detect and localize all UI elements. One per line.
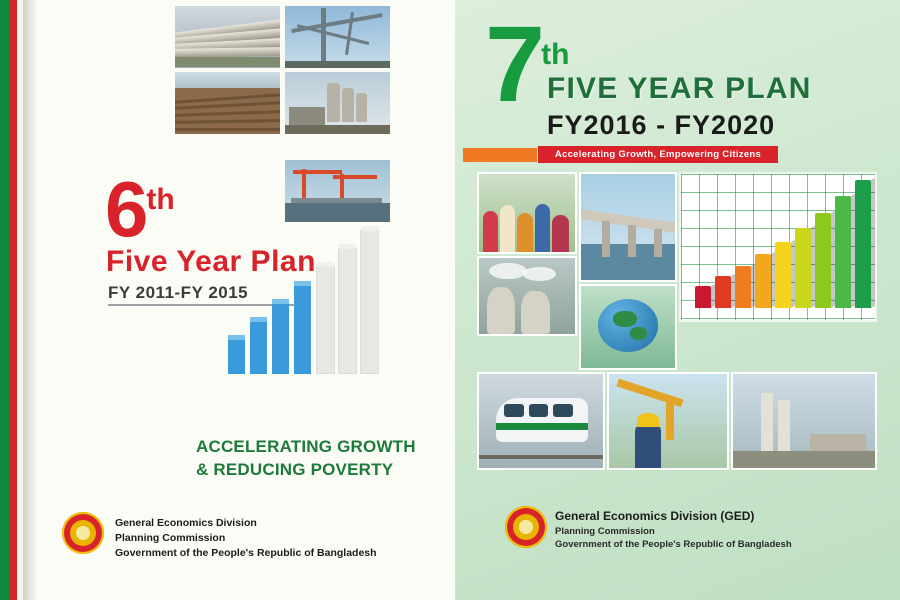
page-fold-shadow — [23, 0, 37, 600]
publisher-block-left — [115, 516, 377, 562]
spine-red-stripe — [10, 0, 17, 600]
ordinal-suffix: th — [146, 183, 175, 216]
plan-ordinal-left — [105, 165, 175, 253]
port-cranes-photo — [285, 160, 390, 222]
tagline-line-2: & REDUCING POVERTY — [196, 459, 394, 479]
industrial-plant-photo-right — [731, 372, 877, 470]
bridge-photo — [579, 172, 677, 282]
bangladesh-government-emblem-icon-right — [505, 506, 547, 548]
growth-bar-chart-graphic — [679, 172, 877, 322]
tagline-line-1: ACCELERATING GROWTH — [196, 437, 416, 456]
plan-title-right: FIVE YEAR PLAN — [547, 72, 812, 105]
publisher-line-1: General Economics Division (GED) — [555, 509, 755, 523]
construction-crane-photo — [285, 6, 390, 68]
ploughed-field-photo — [175, 72, 280, 134]
publisher-block-right — [555, 508, 792, 551]
construction-worker-photo — [607, 372, 729, 470]
publisher-line-1: General Economics Division — [115, 517, 257, 529]
metro-train-photo — [477, 372, 605, 470]
industrial-plant-photo — [285, 72, 390, 134]
ordinal-number: 6 — [105, 165, 147, 253]
tagline-left — [196, 436, 416, 482]
ordinal-number: 7 — [485, 3, 542, 124]
people-crowd-photo — [477, 172, 577, 254]
power-plant-photo — [477, 256, 577, 336]
publisher-line-3: Government of the People's Republic of Bangladesh — [555, 539, 792, 551]
fiscal-years-right: FY2016 - FY2020 — [547, 110, 776, 140]
bangladesh-government-emblem-icon — [62, 512, 104, 554]
fiscal-years-left: FY 2011-FY 2015 — [108, 283, 249, 302]
orange-accent-bar — [463, 148, 537, 162]
slogan-banner: Accelerating Growth, Empowering Citizens — [538, 146, 778, 163]
ordinal-suffix: th — [541, 38, 570, 71]
photo-collage — [477, 172, 877, 472]
canal-pipeline-photo — [175, 6, 280, 68]
globe-graphic — [579, 284, 677, 370]
plan-title-left: Five Year Plan — [106, 245, 316, 278]
publisher-line-2: Planning Commission — [555, 525, 655, 537]
spine-green-stripe — [0, 0, 10, 600]
publisher-line-2: Planning Commission — [115, 532, 226, 545]
growth-bar-chart-left — [228, 232, 380, 374]
publisher-line-3: Government of the People's Republic of Bangladesh — [115, 547, 377, 560]
seventh-five-year-plan-cover — [455, 0, 900, 600]
